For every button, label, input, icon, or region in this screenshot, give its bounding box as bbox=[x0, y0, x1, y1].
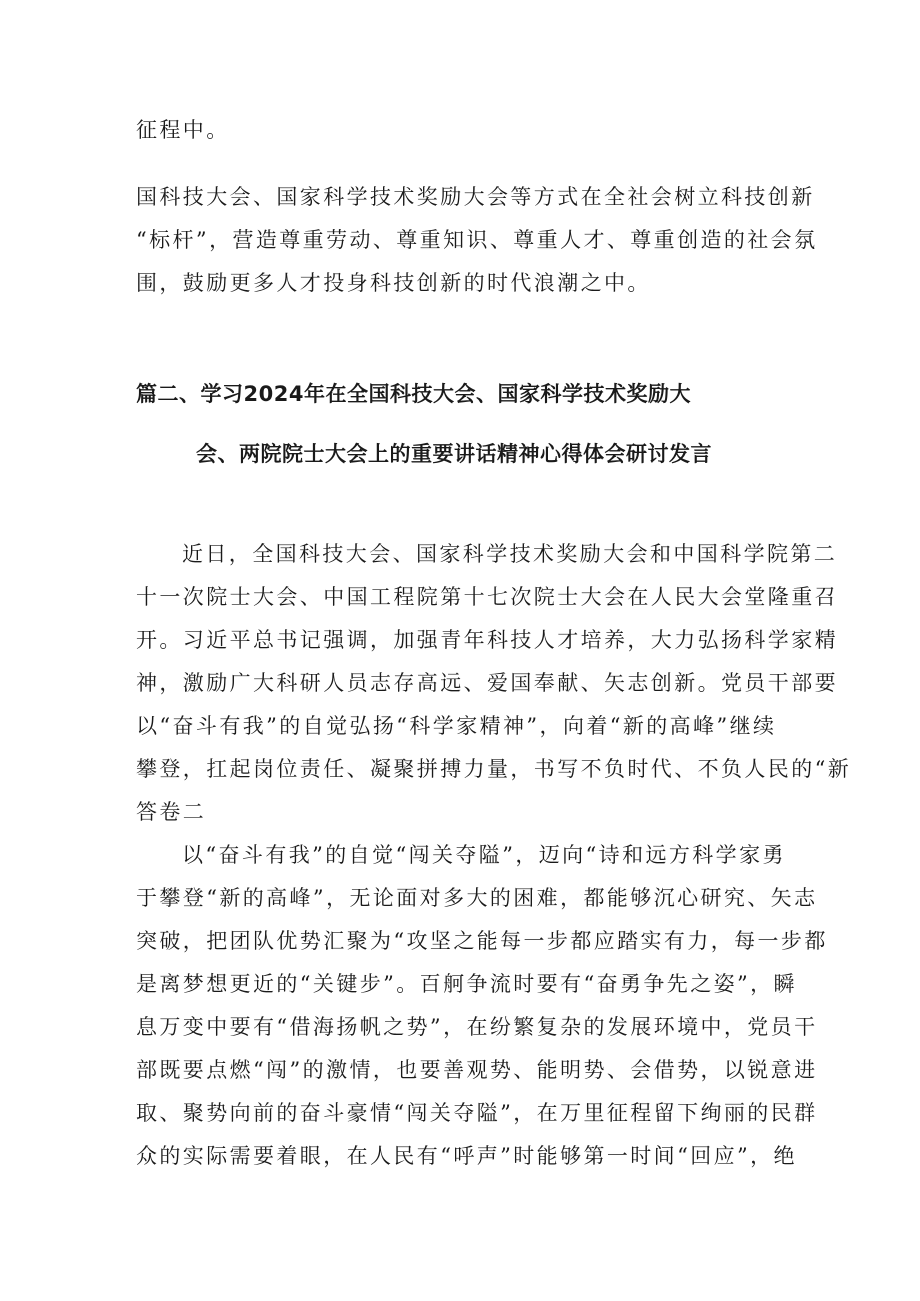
section-heading-line-1: 篇二、学习2024年在全国科技大会、国家科学技术奖励大 bbox=[136, 382, 691, 406]
text-line: 突破，把团队优势汇聚为“攻坚之能每一步都应踏实有力，每一步都 bbox=[136, 929, 828, 953]
text-line: 于攀登“新的高峰”，无论面对多大的困难，都能够沉心研究、矢志 bbox=[136, 886, 818, 910]
text-line: 众的实际需要着眼，在人民有“呼声”时能够第一时间“回应”，绝 bbox=[136, 1144, 797, 1168]
section-heading-line-2: 会、两院院士大会上的重要讲话精神心得体会研讨发言 bbox=[196, 442, 712, 466]
text-line: 部既要点燃“闯”的激情，也要善观势、能明势、会借势，以锐意进 bbox=[136, 1058, 818, 1082]
text-line: 以“奋斗有我”的自觉弘扬“科学家精神”，向着“新的高峰”继续 bbox=[136, 714, 777, 738]
text-line: 取、聚势向前的奋斗豪情“闯关夺隘”，在万里征程留下绚丽的民群 bbox=[136, 1101, 818, 1125]
text-line: 是离梦想更近的“关键步”。百舸争流时要有“奋勇争先之姿”，瞬 bbox=[136, 972, 797, 996]
text-line: 息万变中要有“借海扬帆之势”，在纷繁复杂的发展环境中，党员干 bbox=[136, 1015, 818, 1039]
text-line: 答卷二 bbox=[136, 800, 207, 824]
text-line: 近日，全国科技大会、国家科学技术奖励大会和中国科学院第二 bbox=[182, 542, 838, 566]
text-line: 征程中。 bbox=[136, 118, 230, 142]
text-line: 开。习近平总书记强调，加强青年科技人才培养，大力弘扬科学家精 bbox=[136, 628, 838, 652]
text-line: 神，激励广大科研人员志存高远、爱国奉献、矢志创新。党员干部要 bbox=[136, 671, 838, 695]
text-line: 围，鼓励更多人才投身科技创新的时代浪潮之中。 bbox=[136, 271, 651, 295]
text-line: 攀登，扛起岗位责任、凝聚拼搏力量，书写不负时代、不负人民的“新 bbox=[136, 757, 852, 781]
text-line: 国科技大会、国家科学技术奖励大会等方式在全社会树立科技创新 bbox=[136, 185, 815, 209]
text-line: 十一次院士大会、中国工程院第十七次院士大会在人民大会堂隆重召 bbox=[136, 585, 838, 609]
text-line: “标杆”，营造尊重劳动、尊重知识、尊重人才、尊重创造的社会氛 bbox=[136, 228, 818, 252]
text-line: 以“奋斗有我”的自觉“闯关夺隘”，迈向“诗和远方科学家勇 bbox=[182, 843, 786, 867]
